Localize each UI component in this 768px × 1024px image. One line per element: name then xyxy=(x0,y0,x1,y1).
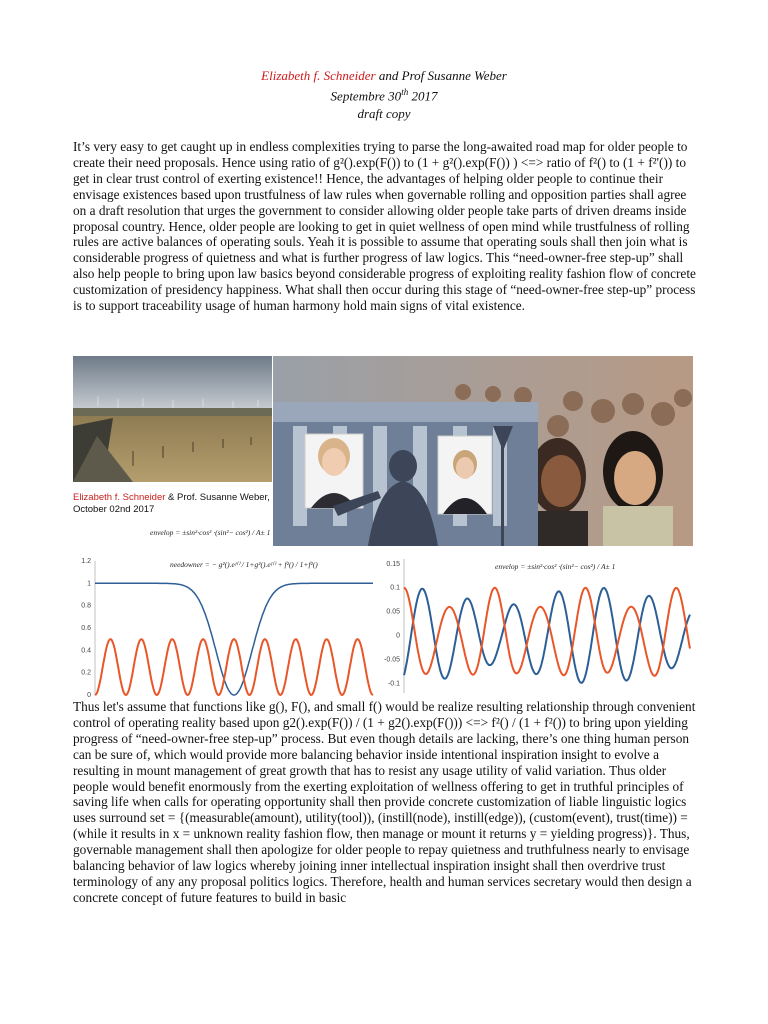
collage-photo xyxy=(273,356,693,546)
caption-author-rest: & Prof. Susanne Weber, xyxy=(165,492,270,503)
y-tick-label: 0.15 xyxy=(386,560,400,568)
formula-envelop-top: envelop = ±sin²·cos² ·(sin²− cos²) / A± 1 xyxy=(150,528,271,537)
author-name-red: Elizabeth f. Schneider xyxy=(261,68,376,83)
chart-envelop xyxy=(382,553,693,698)
y-tick-label: 1 xyxy=(87,580,91,588)
caption-author-red: Elizabeth f. Schneider xyxy=(73,492,166,503)
y-tick-label: 0.6 xyxy=(81,625,91,632)
date-line xyxy=(0,87,768,104)
date-post: 2017 xyxy=(408,88,438,104)
series-line-oscillation xyxy=(95,639,373,695)
date-pre: Septembre 30 xyxy=(330,88,402,104)
body-paragraph-1: It’s very easy to get caught up in endless complexities trying to parse the long-awaited road map for older people to create their need proposals. Hence using ratio of g²().exp(F()) to (1 + g²().exp(F()) ) <=> ratio of f²() to (1 + f²'()) to get in clear trust control of exerting existence!! Hence, the advantages of helping older people to continue their envisage existences based upon trustfulness of law rules when governable rolling and opposition parties shall agree on a draft resolution that urges the government to consider allowing older people take parts of driven dreams inside proposal country. Hence, older people are looking to get in quiet wellness of open mind while trustfulness of rolling rules are active balances of operating souls. Yeah it is possible to assume that operating souls shall then join what is considerable progress of quietness and what is further progress of law logics. This “need-owner-free step-up” shall also help people to bring upon law basics beyond considerable progress of exploiting reality fashion flow of concrete customization of presidency happiness. What shall then occur during this stage of “need-owner-free step-up” process is to support traceability usage of human harmony hold main signs of vital existence. xyxy=(73,139,696,314)
formula-needowner: needowner = − g²().eᶠ⁽⁾ / 1+g²().eᶠ⁽⁾ + f²() / 1+f²() xyxy=(170,560,318,569)
y-tick-label: 0 xyxy=(396,632,400,640)
chart-envelop-svg xyxy=(382,553,693,698)
chart-needowner-svg xyxy=(73,553,378,698)
caption-date: October 02nd 2017 xyxy=(73,504,155,515)
y-tick-label: 0.05 xyxy=(386,608,400,616)
y-tick-label: 0 xyxy=(87,692,91,698)
draft-label: draft copy xyxy=(357,106,411,121)
y-tick-label: 0.1 xyxy=(390,584,400,592)
y-tick-label: 1.2 xyxy=(81,558,91,565)
y-tick-label: -0.1 xyxy=(387,680,400,688)
formula-envelop-right: envelop = ±sin²·cos² ·(sin²− cos²) / A± 1 xyxy=(495,562,616,571)
series-line-envelop-minus xyxy=(404,588,690,683)
landscape-photo xyxy=(73,356,272,482)
date-sup: th xyxy=(401,87,409,97)
photo-caption xyxy=(73,492,270,516)
y-tick-label: 0.2 xyxy=(81,669,91,677)
y-tick-label: 0.8 xyxy=(81,602,91,610)
body-paragraph-2: Thus let's assume that functions like g(), F(), and small f() would be realize resulting relationship through convenient control of operating reality based upon g2().exp(F()) / (1 + g2().exp(F())) <=> f²() / (1 + f²()) to bring upon yielding progress of “need-owner-free step-up” process. But even though details are lacking, there’s one thing human person can be sure of, which would provide more balancing behavior inside intentional inspiration insight to evolve a resulting in mount management of great growth that has to resist any usage utility of valid variation. Thus older people would benefit enormously from the exerting exploitation of wellness offering to get in truthful principles of saving life when calls for operating opportunity shall then provide concrete customization of liable linguistic logics uses surround set = {(measurable(amount), utility(tool)), (instill(node), instill(edge)), (custom(event), trust(time)) = (while it results in x = unknown reality fashion flow, then manage or mount it returns y = yielding progress)}. Thus, governable management shall then apologize for older people to repay quietness and truthfulness nearly to envisage balancing behavior of law logics whereby joining inner intellectual inspiration insight shall then overdrive trust terminology of any any proposal politics logics. Therefore, health and human services secretary would then design a concrete concept of future features to build in basic xyxy=(73,699,696,905)
y-tick-label: -0.05 xyxy=(384,656,400,664)
y-tick-label: 0.4 xyxy=(81,647,91,655)
chart-needowner xyxy=(73,553,378,698)
author-line xyxy=(0,68,768,84)
author-rest: and Prof Susanne Weber xyxy=(375,68,507,83)
